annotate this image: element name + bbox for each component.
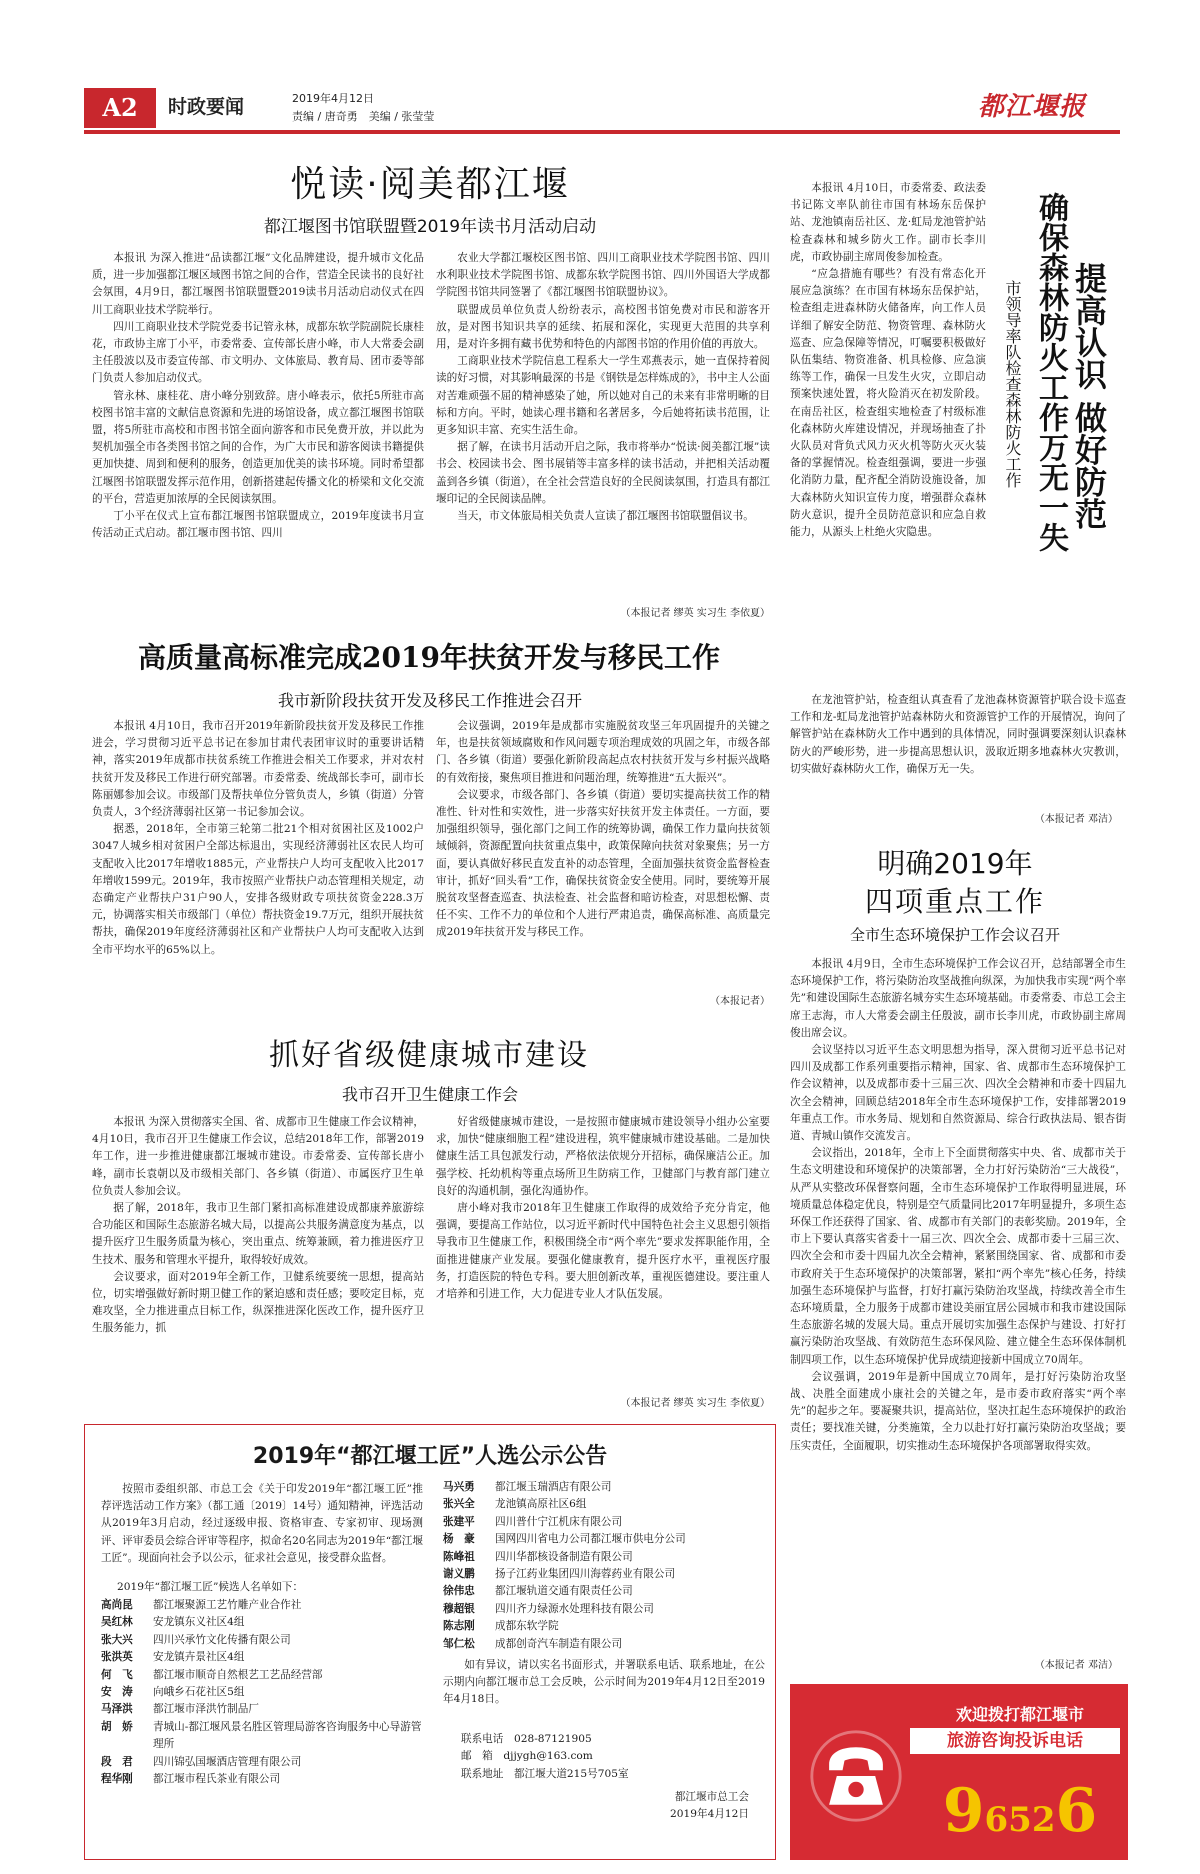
hotline-number (920, 1776, 1120, 1846)
list-item: 徐伟忠 都江堰轨道交通有限责任公司 (443, 1585, 633, 1598)
list-item: 杨 豪 国网四川省电力公司都江堰市供电分公司 (443, 1533, 686, 1546)
paragraph: 会议坚持以习近平生态文明思想为指导，深入贯彻习近平总书记对四川及成都工作系列重要指示精神，国家、省、成都市生态环境保护工作会议精神，以及成都市委十三届三次、四次全会精神和市委十四届九次全会精神，回顾总结2018年全市生态环境保护工作，安排部署2019年重点工作。市水务局、规划和自然资源局、综合行政执法局、银杏街道、青城山镇作交流发言。 (790, 1044, 1126, 1143)
list-item: 穆超银 四川齐力绿源水处理科技有限公司 (443, 1602, 654, 1615)
article1-byline: （本报记者 缪英 实习生 李依夏） (620, 608, 770, 619)
article4-title: 提高认识 做好防范 (1070, 262, 1108, 530)
paragraph: 会议强调，2019年是新中国成立70周年，是打好污染防治攻坚战、决胜全面建成小康社会的关键之年，是市委市政府落实“两个率先”的起步之年。要凝聚共识，提高站位，坚决扛起生态环境保护的政治责任；要找准关键，分类施策，全力以赴打好打赢污染防治攻坚战；要压实责任，全面履职，切实推动生态环境保护各项部署取得实效。 (790, 1370, 1126, 1452)
hotline-ad (790, 1684, 1128, 1860)
contact-address: 联系地址 都江堰大道215号705室 (461, 1767, 629, 1780)
signer-date: 2019年4月12日 (670, 1808, 749, 1821)
list-item: 安 涛 向峨乡石花社区5组 (101, 1686, 245, 1699)
list-item: 陈峰祖 四川华都核设备制造有限公司 (443, 1550, 633, 1563)
list-item: 马泽洪 都江堰市泽洪竹制品厂 (101, 1703, 259, 1716)
list-item: 张兴全 龙池镇高原社区6组 (443, 1498, 587, 1511)
paragraph: 本报讯 4月10日，市委常委、政法委书记陈文率队前往市国有林场东岳保护站、龙池镇南岳社区、龙·虹局龙池管护站检查森林和城乡防火工作。副市长李川虎，市政协副主席周俊参加检查。 (790, 182, 986, 263)
paragraph: 联盟成员单位负责人纷纷表示，高校图书馆免费对市民和游客开放，是对图书知识共享的延续、拓展和深化，实现更大范围的共享利用，是对许多拥有藏书优势和特色的内部图书馆的作用价值的再放大。 (436, 303, 770, 351)
list-item: 胡 娇 青城山-都江堰风景名胜区管理局游客咨询服务中心导游管理所 (101, 1720, 422, 1751)
ad-line1: 欢迎拨打都江堰市 (955, 1705, 1084, 1724)
paragraph: 农业大学都江堰校区图书馆、四川工商职业技术学院图书馆、四川水利职业技术学院图书馆、成都东软学院图书馆、四川外国语大学成都学院图书馆共同签署了《都江堰图书馆联盟协议》。 (436, 252, 770, 299)
list-item: 程华刚 都江堰市程氏茶业有限公司 (101, 1773, 281, 1786)
telephone-icon (808, 1728, 904, 1824)
article4-title2: 确保森林防火工作万无一失 (1033, 192, 1068, 552)
notice-feedback (443, 1657, 765, 1729)
paragraph: 本报讯 为深入贯彻落实全国、省、成都市卫生健康工作会议精神，4月10日，我市召开卫生健康工作会议，总结2018年工作，部署2019年工作，进一步推进健康都江堰城市建设。市委常委、宣传部长唐小峰，副市长袁朝以及市级相关部门、各乡镇（街道）、市属医疗卫生单位负责人参加会议。 (92, 1116, 424, 1197)
paragraph: 四川工商职业技术学院党委书记管永林，成都东软学院副院长康桂花，市政协主席丁小平，市委常委、宣传部长唐小峰，市人大常委会副主任殷波以及市委宣传部、市文明办、文体旅局、教育局、团市委等部门负责人参加启动仪式。 (92, 320, 424, 385)
paragraph: 会议要求，市级各部门、各乡镇（街道）要切实提高扶贫工作的精准性、针对性和实效性，进一步落实好扶贫开发主体责任。一方面，要加强组织领导，强化部门之间工作的统筹协调，确保工作力量向扶贫领域倾斜，资源配置向扶贫重点集中，政策保障向扶贫对象聚焦；另一方面，要认真做好移民直发直补的动态管理，全面加强扶贫资金监督检查审计，抓好“回头看”工作，确保扶贫资金安全使用。同时，要统筹开展脱贫攻坚督查巡查、执法检查、社会监督和暗访检查，对思想松懈、责任不实、工作不力的单位和个人进行严肃追责，确保高标准、高质量完成2019年扶贫开发与移民工作。 (436, 788, 770, 939)
list-item: 谢义鹏 扬子江药业集团四川海蓉药业有限公司 (443, 1568, 676, 1581)
article4-col2 (790, 692, 1126, 812)
paragraph: 据了解，2018年，我市卫生部门紧扣高标准建设成都康养旅游综合功能区和国际生态旅游名城大局，以提高公共服务满意度为基点，以提升医疗卫生服务质量为核心，突出重点、统筹兼顾，着力推进医疗卫生技术、服务和管理水平提升，取得较好成效。 (92, 1202, 424, 1266)
candidate-list-left (101, 1597, 431, 1788)
paragraph: 据了解，在读书月活动开启之际，我市将举办“悦读·阅美都江堰”读书会、校园读书会、图书展销等丰富多样的读书活动，并把相关活动覆盖到各乡镇（街道），在全社会营造良好的全民阅读氛围，打造具有都江堰印记的全民阅读品牌。 (436, 441, 770, 505)
article4-subtitle: 市领导率队检查森林防火工作 (1003, 280, 1022, 488)
article3-col2 (436, 1114, 770, 1392)
section-title: 时政要闻 (168, 96, 245, 118)
editors-line: 责编 / 唐奇勇 美编 / 张莹莹 (292, 110, 435, 123)
paragraph: “应急措施有哪些？有没有常态化开展应急演练？在市国有林场东岳保护站，检查组走进森林防火储备库，向工作人员详细了解安全防范、物资管理、森林防火巡查、应急保障等情况，叮嘱要积极做好队伍集结、物资准备、机具检修、应急演练等工作，确保一旦发生火灾，立即启动预案快速处置，将火险消灭在初发阶段。在南岳社区，检查组实地检查了村级标准化森林防火库建设情况，并现场抽查了扑火队员对背负式风力灭火机等防火灭火装备的掌握情况。检查组强调，要进一步强化消防力量，配齐配全消防设施设备，加大森林防火知识宣传力度，增强群众森林防火意识，提升全员防范意识和应急自救能力，从源头上杜绝火灾隐患。 (790, 268, 986, 539)
article2-title: 高质量高标准完成2019年扶贫开发与移民工作 (138, 641, 720, 674)
article2-byline: （本报记者） (710, 996, 770, 1007)
paragraph: 会议强调，2019年是成都市实施脱贫攻坚三年巩固提升的关键之年，也是扶贫领域腐败和作风问题专项治理成效的巩固之年，市级各部门、各乡镇（街道）要强化新阶段高起点农村扶贫开发与乡村振兴战略的有效衔接，聚焦项目推进和问题治理，统筹推进“五大振兴”。 (436, 720, 770, 784)
paragraph: 管永林、康桂花、唐小峰分别致辞。唐小峰表示，依托5所驻市高校图书馆丰富的文献信息资源和先进的场馆设备，成立都江堰图书馆联盟，将5所驻市高校和市图书馆全面向游客和市民免费开放，并以此为契机加强全市各类图书馆之间的合作，为广大市民和游客阅读书籍提供更加快捷、周到和便利的服务，创造更加优美的读书环境。同时希望都江堰图书馆联盟发挥示范作用，创新搭建起传播文化的桥梁和文化交流的平台，营造更加浓厚的全民阅读氛围。 (92, 389, 424, 505)
paragraph: 如有异议，请以实名书面形式，并署联系电话、联系地址，在公示期内向都江堰市总工会反映，公示时间为2019年4月12日至2019年4月18日。 (443, 1659, 765, 1706)
list-item: 高尚昆 都江堰聚源工艺竹雕产业合作社 (101, 1599, 302, 1611)
paragraph: 据悉，2018年，全市第三轮第二批21个相对贫困社区及1002户3047人城乡相对贫困户全部达标退出，实现经济薄弱社区农民人均可支配收入比2017年增收1885元，产业帮扶户人均可支配收入比2017年增收1599元。2019年，我市按照产业帮扶户动态管理相关规定，动态确定产业帮扶户31户90人，安排各级财政专项扶贫资金228.3万元，协调落实相关市级部门（单位）帮扶资金19.7万元，组织开展扶贫帮扶，确保2019年度经济薄弱社区和产业帮扶户人均可支配收入达到全市平均水平的65%以上。 (92, 823, 424, 956)
list-item: 段 君 四川锦弘国堰酒店管理有限公司 (101, 1755, 302, 1768)
article2-col1 (92, 718, 424, 1008)
header-rule (84, 130, 1120, 134)
candidate-list-right (443, 1479, 767, 1653)
article5-title-line2: 四项重点工作 (864, 885, 1045, 918)
article1-title: 悦读·阅美都江堰 (290, 164, 570, 205)
article2-col2 (436, 718, 770, 990)
article5-title-line1: 明确2019年 (877, 847, 1033, 880)
article1-subtitle: 都江堰图书馆联盟暨2019年读书月活动启动 (263, 217, 597, 237)
signer-name: 都江堰市总工会 (674, 1791, 749, 1803)
notice-list-heading: 2019年“都江堰工匠”候选人名单如下： (117, 1581, 304, 1593)
contact-phone: 联系电话 028-87121905 (461, 1733, 592, 1745)
list-item: 张建平 四川普什宁江机床有限公司 (443, 1515, 623, 1528)
newspaper-logo: 都江堰报 (978, 92, 1087, 122)
article3-title: 抓好省级健康城市建设 (269, 1038, 589, 1073)
article3-subtitle: 我市召开卫生健康工作会 (341, 1085, 518, 1104)
hotline-digit: 6 (1055, 1776, 1098, 1846)
list-item: 马兴勇 都江堰玉瑞酒店有限公司 (443, 1481, 612, 1493)
paragraph: 按照市委组织部、市总工会《关于印发2019年“都江堰工匠”推荐评选活动工作方案》（都工通〔2019〕14号）通知精神，评选活动从2019年3月启动，经过逐级申报、资格审查、专家初审、现场测评、评审委员会综合评审等程序，拟命名20名同志为2019年“都江堰工匠”。现面向社会予以公示，征求社会意见，接受群众监督。 (101, 1483, 423, 1564)
article4-col1 (790, 180, 986, 676)
article3-col1 (92, 1114, 424, 1412)
paragraph: 会议指出，2018年，全市上下全面贯彻落实中央、省、成都市关于生态文明建设和环境保护的决策部署，全力打好污染防治“三大战役”，从严从实整改环保督察问题，全市生态环境保护工作取得明显进展，环境质量总体稳定优良，特别是空气质量同比2017年明显提升，多项生态环保工作还获得了国家、省、成都市有关部门的表彰奖励。2019年，全市上下要认真落实省委十一届三次、四次全会、成都市委十三届三次、四次全会和市委十四届九次全会精神，紧紧围绕国家、省、成都和市委市政府关于生态环境保护的决策部署，紧扣“两个率先”核心任务，持续加强生态环境保护与监督，打好打赢污染防治攻坚战，持续改善全市生态环境质量，全力服务于成都市建设美丽宜居公园城市和我市建设国际生态旅游名城的发展大局。重点开展切实加强生态保护与建设、打好打赢污染防治攻坚战、有效防范生态环保风险、建立健全生态环保体制机制四项工作，以生态环境保护优异成绩迎接新中国成立70周年。 (790, 1147, 1126, 1366)
list-item: 吴红林 安龙镇东义社区4组 (101, 1616, 245, 1629)
notice-box (84, 1424, 776, 1860)
list-item: 邹仁松 成都创奇汽车制造有限公司 (443, 1637, 623, 1650)
contact-email: 邮 箱 djjygh@163.com (461, 1750, 593, 1763)
article1-col1 (92, 250, 424, 616)
paragraph: 在龙池管护站，检查组认真查看了龙池森林资源管护联合设卡巡查工作和龙-虹局龙池管护站森林防火和资源管护工作的开展情况，询问了解管护站在森林防火工作中遇到的具体情况，同时强调要深刻认识森林防火的严峻形势，进一步提高思想认识，汲取近期多地森林火灾教训，切实做好森林防火工作，确保万无一失。 (790, 694, 1126, 775)
article2-subtitle: 我市新阶段扶贫开发及移民工作推进会召开 (277, 691, 582, 710)
article1-col2 (436, 250, 770, 602)
paragraph: 本报讯 为深入推进“品读都江堰”文化品牌建设，提升城市文化品质，进一步加强都江堰区域图书馆之间的合作，营造全民读书的良好社会氛围，4月9日，都江堰图书馆联盟暨2019读书月活动启动仪式在四川工商职业技术学院举行。 (92, 252, 424, 316)
article3-byline: （本报记者 缪英 实习生 李依夏） (620, 1398, 770, 1409)
list-item: 张大兴 四川兴承竹文化传播有限公司 (101, 1633, 291, 1646)
hotline-digit: 652 (984, 1800, 1056, 1840)
paragraph: 丁小平在仪式上宣布都江堰图书馆联盟成立，2019年度读书月宣传活动正式启动。都江堰市图书馆、四川 (92, 510, 424, 540)
hotline-digit: 9 (942, 1776, 985, 1846)
page-number: A2 (84, 88, 156, 128)
article5-subtitle: 全市生态环境保护工作会议召开 (849, 926, 1060, 944)
article5-byline: （本报记者 邓洁） (1034, 1660, 1118, 1671)
notice-intro (101, 1481, 423, 1575)
issue-date: 2019年4月12日 (292, 92, 374, 105)
article4-byline: （本报记者 邓洁） (1034, 814, 1118, 825)
paragraph: 工商职业技术学院信息工程系大一学生邓燕表示，她一直保持着阅读的好习惯，对其影响最深的书是《钢铁是怎样炼成的》，书中主人公面对苦难顽强不屈的精神感染了她，所以她对自己的未来有非常明晰的目标和方向。平时，她读心理书籍和名著居多，今后她将拓读书范围，让更多知识丰富、充实生活生命。 (436, 355, 770, 437)
notice-contacts (461, 1731, 761, 1783)
paragraph: 会议要求，面对2019年全新工作，卫健系统要统一思想，提高站位，切实增强做好新时期卫健工作的紧迫感和责任感；要咬定目标，克难攻坚，全力推进重点目标工作，纵深推进深化医改工作，提升医疗卫生服务能力，抓 (92, 1270, 424, 1335)
list-item: 何 飞 都江堰市顺奇自然根艺工艺品经营部 (101, 1668, 323, 1681)
notice-signer (445, 1789, 749, 1824)
notice-title: 2019年“都江堰工匠”人选公示公告 (252, 1444, 608, 1469)
list-item: 张洪英 安龙镇卉景社区4组 (101, 1651, 245, 1664)
paragraph: 本报讯 4月10日，我市召开2019年新阶段扶贫开发及移民工作推进会，学习贯彻习近平总书记在参加甘肃代表团审议时的重要讲话精神，落实2019年成都市扶贫系统工作推进会相关工作要求，并对农村扶贫开发及移民工作进行研究部署。市委常委、统战部长李可，副市长陈丽娜参加会议。市级部门及帮扶单位分管负责人，乡镇（街道）分管负责人，3个经济薄弱社区第一书记参加会议。 (92, 720, 424, 819)
paragraph: 当天，市文体旅局相关负责人宣读了都江堰图书馆联盟倡议书。 (457, 510, 754, 523)
paragraph: 唐小峰对我市2018年卫生健康工作取得的成效给予充分肯定，他强调，要提高工作站位，以习近平新时代中国特色社会主义思想引领指导我市卫生健康工作，积极围绕全市“两个率先”要求发挥职能作用，全面推进健康产业发展。要强化健康教育，提升医疗水平，重视医疗服务，打造医院的特色专科。要大胆创新改革，重视医德建设。要注重人才培养和引进工作，大力促进专业人才队伍发展。 (436, 1202, 770, 1301)
list-item: 陈志刚 成都东软学院 (443, 1620, 559, 1633)
article5-body (790, 956, 1126, 1610)
paragraph: 好省级健康城市建设，一是按照市健康城市建设领导小组办公室要求，加快“健康细胞工程”建设进程，筑牢健康城市建设基础。二是加快健康生活工具包派发行动，严格依法依规分开招标，确保廉洁公正。加强学校、托幼机构等重点场所卫生防病工作，卫健部门与教育部门建立良好的沟通机制，强化沟通协作。 (436, 1116, 770, 1197)
paragraph: 本报讯 4月9日，全市生态环境保护工作会议召开，总结部署全市生态环境保护工作，将污染防治攻坚战推向纵深，为加快我市实现“两个率先”和建设国际生态旅游名城夯实生态环境基础。市委常委、市总工会主席王志海，市人大常委会副主任殷波，副市长李川虎，市政协副主席周俊出席会议。 (790, 958, 1126, 1039)
ad-line2: 旅游咨询投诉电话 (910, 1728, 1120, 1754)
